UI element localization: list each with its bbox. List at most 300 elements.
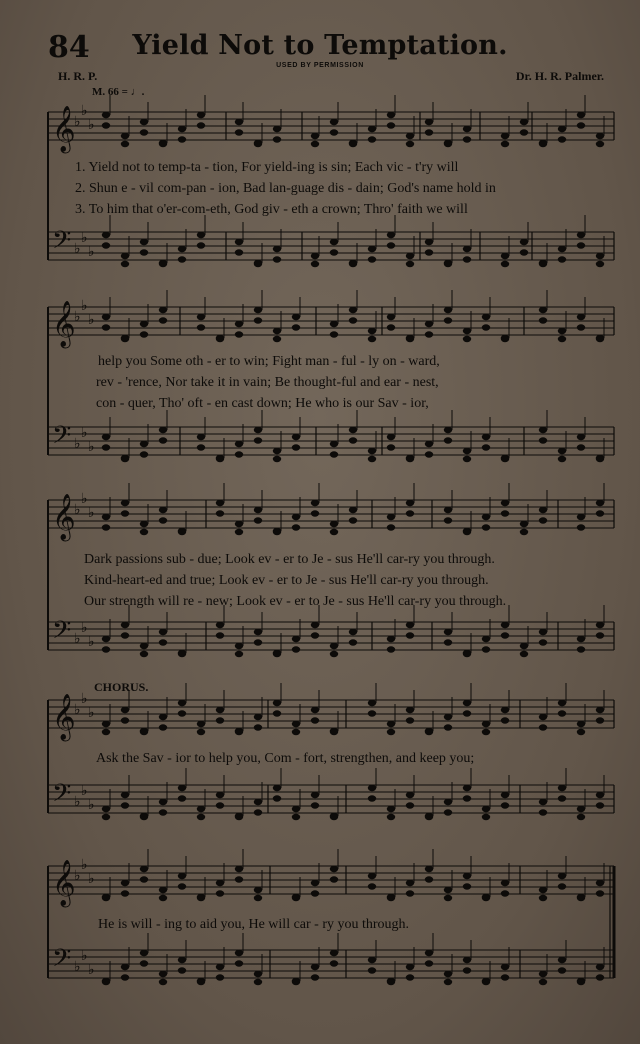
note-head bbox=[482, 324, 490, 330]
note-head bbox=[216, 336, 224, 342]
note-head bbox=[197, 721, 205, 727]
note-head bbox=[197, 979, 205, 985]
note-head bbox=[349, 141, 357, 147]
note-head bbox=[311, 707, 319, 713]
note-head bbox=[482, 721, 490, 727]
note-head bbox=[463, 873, 471, 879]
note-head bbox=[425, 441, 433, 447]
note-head bbox=[425, 321, 433, 327]
note-head bbox=[216, 964, 224, 970]
note-head bbox=[349, 629, 357, 635]
note-head bbox=[254, 714, 262, 720]
note-head bbox=[558, 246, 566, 252]
note-head bbox=[501, 974, 509, 980]
note-head bbox=[406, 890, 414, 896]
note-head bbox=[178, 126, 186, 132]
note-head bbox=[159, 307, 167, 313]
note-head bbox=[216, 500, 224, 506]
note-head bbox=[254, 809, 262, 815]
note-head bbox=[482, 729, 490, 735]
note-head bbox=[254, 261, 262, 267]
note-head bbox=[406, 133, 414, 139]
note-head bbox=[140, 960, 148, 966]
note-head bbox=[406, 500, 414, 506]
note-head bbox=[254, 437, 262, 443]
note-head bbox=[349, 639, 357, 645]
metronome-mark: M. 66 = ♩. bbox=[92, 86, 145, 98]
note-head bbox=[368, 256, 376, 262]
note-head bbox=[368, 328, 376, 334]
note-head bbox=[330, 876, 338, 882]
note-head bbox=[140, 950, 148, 956]
note-head bbox=[273, 529, 281, 535]
note-head bbox=[387, 324, 395, 330]
note-head bbox=[273, 126, 281, 132]
note-head bbox=[254, 507, 262, 513]
note-head bbox=[444, 639, 452, 645]
treble-clef: 𝄞 bbox=[52, 301, 76, 347]
note-head bbox=[349, 437, 357, 443]
note-head bbox=[387, 646, 395, 652]
note-head bbox=[577, 444, 585, 450]
note-head bbox=[140, 876, 148, 882]
note-head bbox=[501, 261, 509, 267]
note-head bbox=[254, 887, 262, 893]
note-head bbox=[102, 122, 110, 128]
note-head bbox=[235, 529, 243, 535]
note-head bbox=[387, 122, 395, 128]
note-head bbox=[159, 887, 167, 893]
note-head bbox=[330, 451, 338, 457]
note-head bbox=[216, 510, 224, 516]
note-head bbox=[235, 239, 243, 245]
note-head bbox=[596, 974, 604, 980]
note-head bbox=[273, 448, 281, 454]
note-head bbox=[539, 887, 547, 893]
note-head bbox=[577, 514, 585, 520]
note-head bbox=[558, 328, 566, 334]
note-head bbox=[501, 792, 509, 798]
note-head bbox=[558, 126, 566, 132]
note-head bbox=[311, 141, 319, 147]
note-head bbox=[463, 136, 471, 142]
note-head bbox=[539, 141, 547, 147]
note-head bbox=[558, 136, 566, 142]
note-head bbox=[368, 785, 376, 791]
note-head bbox=[159, 427, 167, 433]
note-head bbox=[406, 717, 414, 723]
note-head bbox=[235, 950, 243, 956]
note-head bbox=[596, 500, 604, 506]
note-head bbox=[197, 806, 205, 812]
note-head bbox=[254, 517, 262, 523]
note-head bbox=[121, 141, 129, 147]
note-head bbox=[292, 434, 300, 440]
flat-sign: ♭ bbox=[81, 298, 88, 314]
flat-sign: ♭ bbox=[81, 857, 88, 873]
note-head bbox=[368, 246, 376, 252]
note-head bbox=[159, 809, 167, 815]
note-head bbox=[140, 866, 148, 872]
note-head bbox=[330, 814, 338, 820]
note-head bbox=[425, 119, 433, 125]
note-head bbox=[235, 331, 243, 337]
note-head bbox=[292, 721, 300, 727]
note-head bbox=[197, 122, 205, 128]
flat-sign: ♭ bbox=[88, 797, 95, 813]
note-head bbox=[121, 133, 129, 139]
note-head bbox=[368, 883, 376, 889]
note-head bbox=[577, 636, 585, 642]
note-head bbox=[501, 802, 509, 808]
note-head bbox=[463, 256, 471, 262]
note-head bbox=[197, 729, 205, 735]
note-head bbox=[406, 253, 414, 259]
note-head bbox=[197, 895, 205, 901]
flat-sign: ♭ bbox=[81, 691, 88, 707]
chorus-line1: Ask the Sav - ior to help you, Com - fort, strengthen, and keep you; bbox=[96, 751, 475, 766]
note-head bbox=[482, 636, 490, 642]
note-head bbox=[368, 456, 376, 462]
note-head bbox=[235, 441, 243, 447]
note-head bbox=[539, 809, 547, 815]
note-head bbox=[368, 873, 376, 879]
note-head bbox=[121, 261, 129, 267]
note-head bbox=[311, 632, 319, 638]
note-head bbox=[159, 261, 167, 267]
flat-sign: ♭ bbox=[74, 959, 81, 975]
flat-sign: ♭ bbox=[88, 244, 95, 260]
note-head bbox=[159, 629, 167, 635]
note-head bbox=[292, 324, 300, 330]
system3-verse3: Our strength will re - new; Look ev - er to Je - sus He'll car-ry you through. bbox=[84, 594, 507, 609]
note-head bbox=[178, 873, 186, 879]
note-head bbox=[235, 643, 243, 649]
note-head bbox=[482, 806, 490, 812]
note-head bbox=[558, 883, 566, 889]
flat-sign: ♭ bbox=[81, 425, 88, 441]
note-head bbox=[330, 651, 338, 657]
note-head bbox=[596, 456, 604, 462]
note-head bbox=[387, 112, 395, 118]
bass-clef: 𝄢 bbox=[52, 226, 72, 261]
note-head bbox=[406, 510, 414, 516]
note-head bbox=[387, 444, 395, 450]
note-head bbox=[178, 651, 186, 657]
note-head bbox=[368, 336, 376, 342]
note-head bbox=[235, 876, 243, 882]
note-head bbox=[482, 524, 490, 530]
note-head bbox=[197, 434, 205, 440]
note-head bbox=[596, 880, 604, 886]
note-head bbox=[292, 646, 300, 652]
note-head bbox=[539, 507, 547, 513]
note-head bbox=[558, 795, 566, 801]
note-head bbox=[349, 507, 357, 513]
permission-note: USED BY PERMISSION bbox=[276, 62, 364, 69]
note-head bbox=[482, 314, 490, 320]
note-head bbox=[501, 141, 509, 147]
note-head bbox=[558, 448, 566, 454]
note-head bbox=[216, 456, 224, 462]
note-head bbox=[292, 979, 300, 985]
system1-verse2: 2. Shun e - vil com-pan - ion, Bad lan-guage dis - dain; God's name hold in bbox=[75, 181, 496, 196]
note-head bbox=[387, 514, 395, 520]
note-head bbox=[330, 249, 338, 255]
note-head bbox=[159, 799, 167, 805]
note-head bbox=[387, 636, 395, 642]
note-head bbox=[102, 895, 110, 901]
note-head bbox=[501, 456, 509, 462]
note-head bbox=[596, 141, 604, 147]
note-head bbox=[368, 710, 376, 716]
note-head bbox=[425, 960, 433, 966]
note-head bbox=[140, 441, 148, 447]
note-head bbox=[102, 646, 110, 652]
note-head bbox=[539, 437, 547, 443]
note-head bbox=[330, 529, 338, 535]
note-head bbox=[349, 427, 357, 433]
note-head bbox=[178, 529, 186, 535]
note-head bbox=[178, 967, 186, 973]
note-head bbox=[406, 964, 414, 970]
note-head bbox=[140, 321, 148, 327]
note-head bbox=[539, 427, 547, 433]
note-head bbox=[197, 232, 205, 238]
note-head bbox=[577, 314, 585, 320]
note-head bbox=[463, 126, 471, 132]
note-head bbox=[558, 456, 566, 462]
note-head bbox=[425, 950, 433, 956]
note-head bbox=[235, 119, 243, 125]
note-head bbox=[539, 629, 547, 635]
note-head bbox=[501, 707, 509, 713]
note-head bbox=[216, 717, 224, 723]
note-head bbox=[444, 895, 452, 901]
note-head bbox=[520, 119, 528, 125]
note-head bbox=[121, 802, 129, 808]
note-head bbox=[311, 802, 319, 808]
note-head bbox=[102, 444, 110, 450]
note-head bbox=[444, 809, 452, 815]
note-head bbox=[501, 500, 509, 506]
note-head bbox=[254, 724, 262, 730]
note-head bbox=[235, 651, 243, 657]
note-head bbox=[444, 714, 452, 720]
note-head bbox=[444, 307, 452, 313]
flat-sign: ♭ bbox=[81, 948, 88, 964]
note-head bbox=[178, 883, 186, 889]
system2-verse3: con - quer, Tho' oft - en cast down; He who is our Sav - ior, bbox=[96, 396, 429, 411]
note-head bbox=[349, 517, 357, 523]
note-head bbox=[425, 729, 433, 735]
note-head bbox=[121, 456, 129, 462]
note-head bbox=[577, 895, 585, 901]
note-head bbox=[501, 622, 509, 628]
note-head bbox=[444, 507, 452, 513]
note-head bbox=[121, 707, 129, 713]
note-head bbox=[444, 317, 452, 323]
note-head bbox=[577, 814, 585, 820]
note-head bbox=[178, 246, 186, 252]
note-head bbox=[311, 717, 319, 723]
note-head bbox=[330, 119, 338, 125]
note-head bbox=[425, 866, 433, 872]
note-head bbox=[216, 890, 224, 896]
note-head bbox=[368, 795, 376, 801]
note-head bbox=[501, 253, 509, 259]
note-head bbox=[444, 887, 452, 893]
note-head bbox=[444, 437, 452, 443]
note-head bbox=[577, 112, 585, 118]
system3-verse1: Dark passions sub - due; Look ev - er to Je - sus He'll car-ry you through. bbox=[84, 552, 495, 567]
note-head bbox=[235, 729, 243, 735]
note-head bbox=[444, 724, 452, 730]
system2-verse1: help you Some oth - er to win; Fight man - ful - ly on - ward, bbox=[98, 354, 440, 369]
note-head bbox=[102, 112, 110, 118]
note-head bbox=[311, 622, 319, 628]
note-head bbox=[102, 806, 110, 812]
note-head bbox=[273, 710, 281, 716]
flat-sign: ♭ bbox=[81, 620, 88, 636]
note-head bbox=[178, 795, 186, 801]
note-head bbox=[368, 448, 376, 454]
note-head bbox=[501, 336, 509, 342]
note-head bbox=[482, 814, 490, 820]
note-head bbox=[463, 448, 471, 454]
note-head bbox=[235, 960, 243, 966]
system1-verse3: 3. To him that o'er-com-eth, God giv - eth a crown; Thro' faith we will bbox=[75, 202, 468, 217]
flat-sign: ♭ bbox=[88, 634, 95, 650]
note-head bbox=[311, 261, 319, 267]
note-head bbox=[349, 307, 357, 313]
note-head bbox=[159, 141, 167, 147]
note-head bbox=[121, 253, 129, 259]
note-head bbox=[577, 232, 585, 238]
note-head bbox=[330, 729, 338, 735]
bass-clef: 𝄢 bbox=[52, 421, 72, 456]
note-head bbox=[159, 724, 167, 730]
note-head bbox=[463, 957, 471, 963]
flat-sign: ♭ bbox=[74, 868, 81, 884]
flat-sign: ♭ bbox=[74, 631, 81, 647]
note-head bbox=[577, 806, 585, 812]
flat-sign: ♭ bbox=[88, 439, 95, 455]
note-head bbox=[539, 317, 547, 323]
note-head bbox=[558, 700, 566, 706]
note-head bbox=[387, 314, 395, 320]
note-head bbox=[330, 950, 338, 956]
note-head bbox=[444, 979, 452, 985]
note-head bbox=[520, 529, 528, 535]
note-head bbox=[463, 967, 471, 973]
note-head bbox=[406, 622, 414, 628]
note-head bbox=[311, 133, 319, 139]
note-head bbox=[387, 721, 395, 727]
note-head bbox=[463, 529, 471, 535]
note-head bbox=[330, 331, 338, 337]
note-head bbox=[235, 521, 243, 527]
note-head bbox=[140, 643, 148, 649]
note-head bbox=[273, 651, 281, 657]
note-head bbox=[520, 129, 528, 135]
note-head bbox=[311, 964, 319, 970]
note-head bbox=[235, 451, 243, 457]
note-head bbox=[121, 632, 129, 638]
note-head bbox=[539, 971, 547, 977]
note-head bbox=[577, 524, 585, 530]
note-head bbox=[558, 957, 566, 963]
note-head bbox=[216, 792, 224, 798]
treble-clef: 𝄞 bbox=[52, 694, 76, 740]
note-head bbox=[368, 967, 376, 973]
note-head bbox=[406, 261, 414, 267]
lyricist: H. R. P. bbox=[58, 69, 98, 83]
note-head bbox=[444, 629, 452, 635]
note-head bbox=[444, 971, 452, 977]
note-head bbox=[387, 232, 395, 238]
note-head bbox=[102, 721, 110, 727]
flat-sign: ♭ bbox=[74, 241, 81, 257]
note-head bbox=[178, 136, 186, 142]
note-head bbox=[254, 895, 262, 901]
note-head bbox=[387, 434, 395, 440]
note-head bbox=[140, 129, 148, 135]
note-head bbox=[425, 249, 433, 255]
note-head bbox=[349, 261, 357, 267]
note-head bbox=[558, 785, 566, 791]
system3-verse2: Kind-heart-ed and true; Look ev - er to Je - sus He'll car-ry you through. bbox=[84, 573, 489, 588]
note-head bbox=[444, 141, 452, 147]
note-head bbox=[444, 517, 452, 523]
note-head bbox=[577, 729, 585, 735]
note-head bbox=[311, 890, 319, 896]
note-head bbox=[235, 866, 243, 872]
note-head bbox=[197, 814, 205, 820]
note-head bbox=[463, 456, 471, 462]
bass-clef: 𝄢 bbox=[52, 944, 72, 979]
note-head bbox=[216, 880, 224, 886]
flat-sign: ♭ bbox=[74, 702, 81, 718]
note-head bbox=[406, 792, 414, 798]
flat-sign: ♭ bbox=[74, 502, 81, 518]
note-head bbox=[425, 239, 433, 245]
note-head bbox=[463, 795, 471, 801]
note-head bbox=[235, 129, 243, 135]
note-head bbox=[254, 307, 262, 313]
note-head bbox=[425, 876, 433, 882]
note-head bbox=[273, 256, 281, 262]
note-head bbox=[463, 883, 471, 889]
flat-sign: ♭ bbox=[88, 871, 95, 887]
note-head bbox=[159, 979, 167, 985]
note-head bbox=[368, 136, 376, 142]
note-head bbox=[121, 336, 129, 342]
note-head bbox=[311, 510, 319, 516]
note-head bbox=[273, 336, 281, 342]
note-head bbox=[216, 707, 224, 713]
note-head bbox=[121, 880, 129, 886]
note-head bbox=[216, 802, 224, 808]
note-head bbox=[444, 261, 452, 267]
note-head bbox=[444, 427, 452, 433]
note-head bbox=[254, 317, 262, 323]
note-head bbox=[596, 802, 604, 808]
note-head bbox=[140, 729, 148, 735]
note-head bbox=[292, 636, 300, 642]
note-head bbox=[520, 249, 528, 255]
note-head bbox=[577, 434, 585, 440]
